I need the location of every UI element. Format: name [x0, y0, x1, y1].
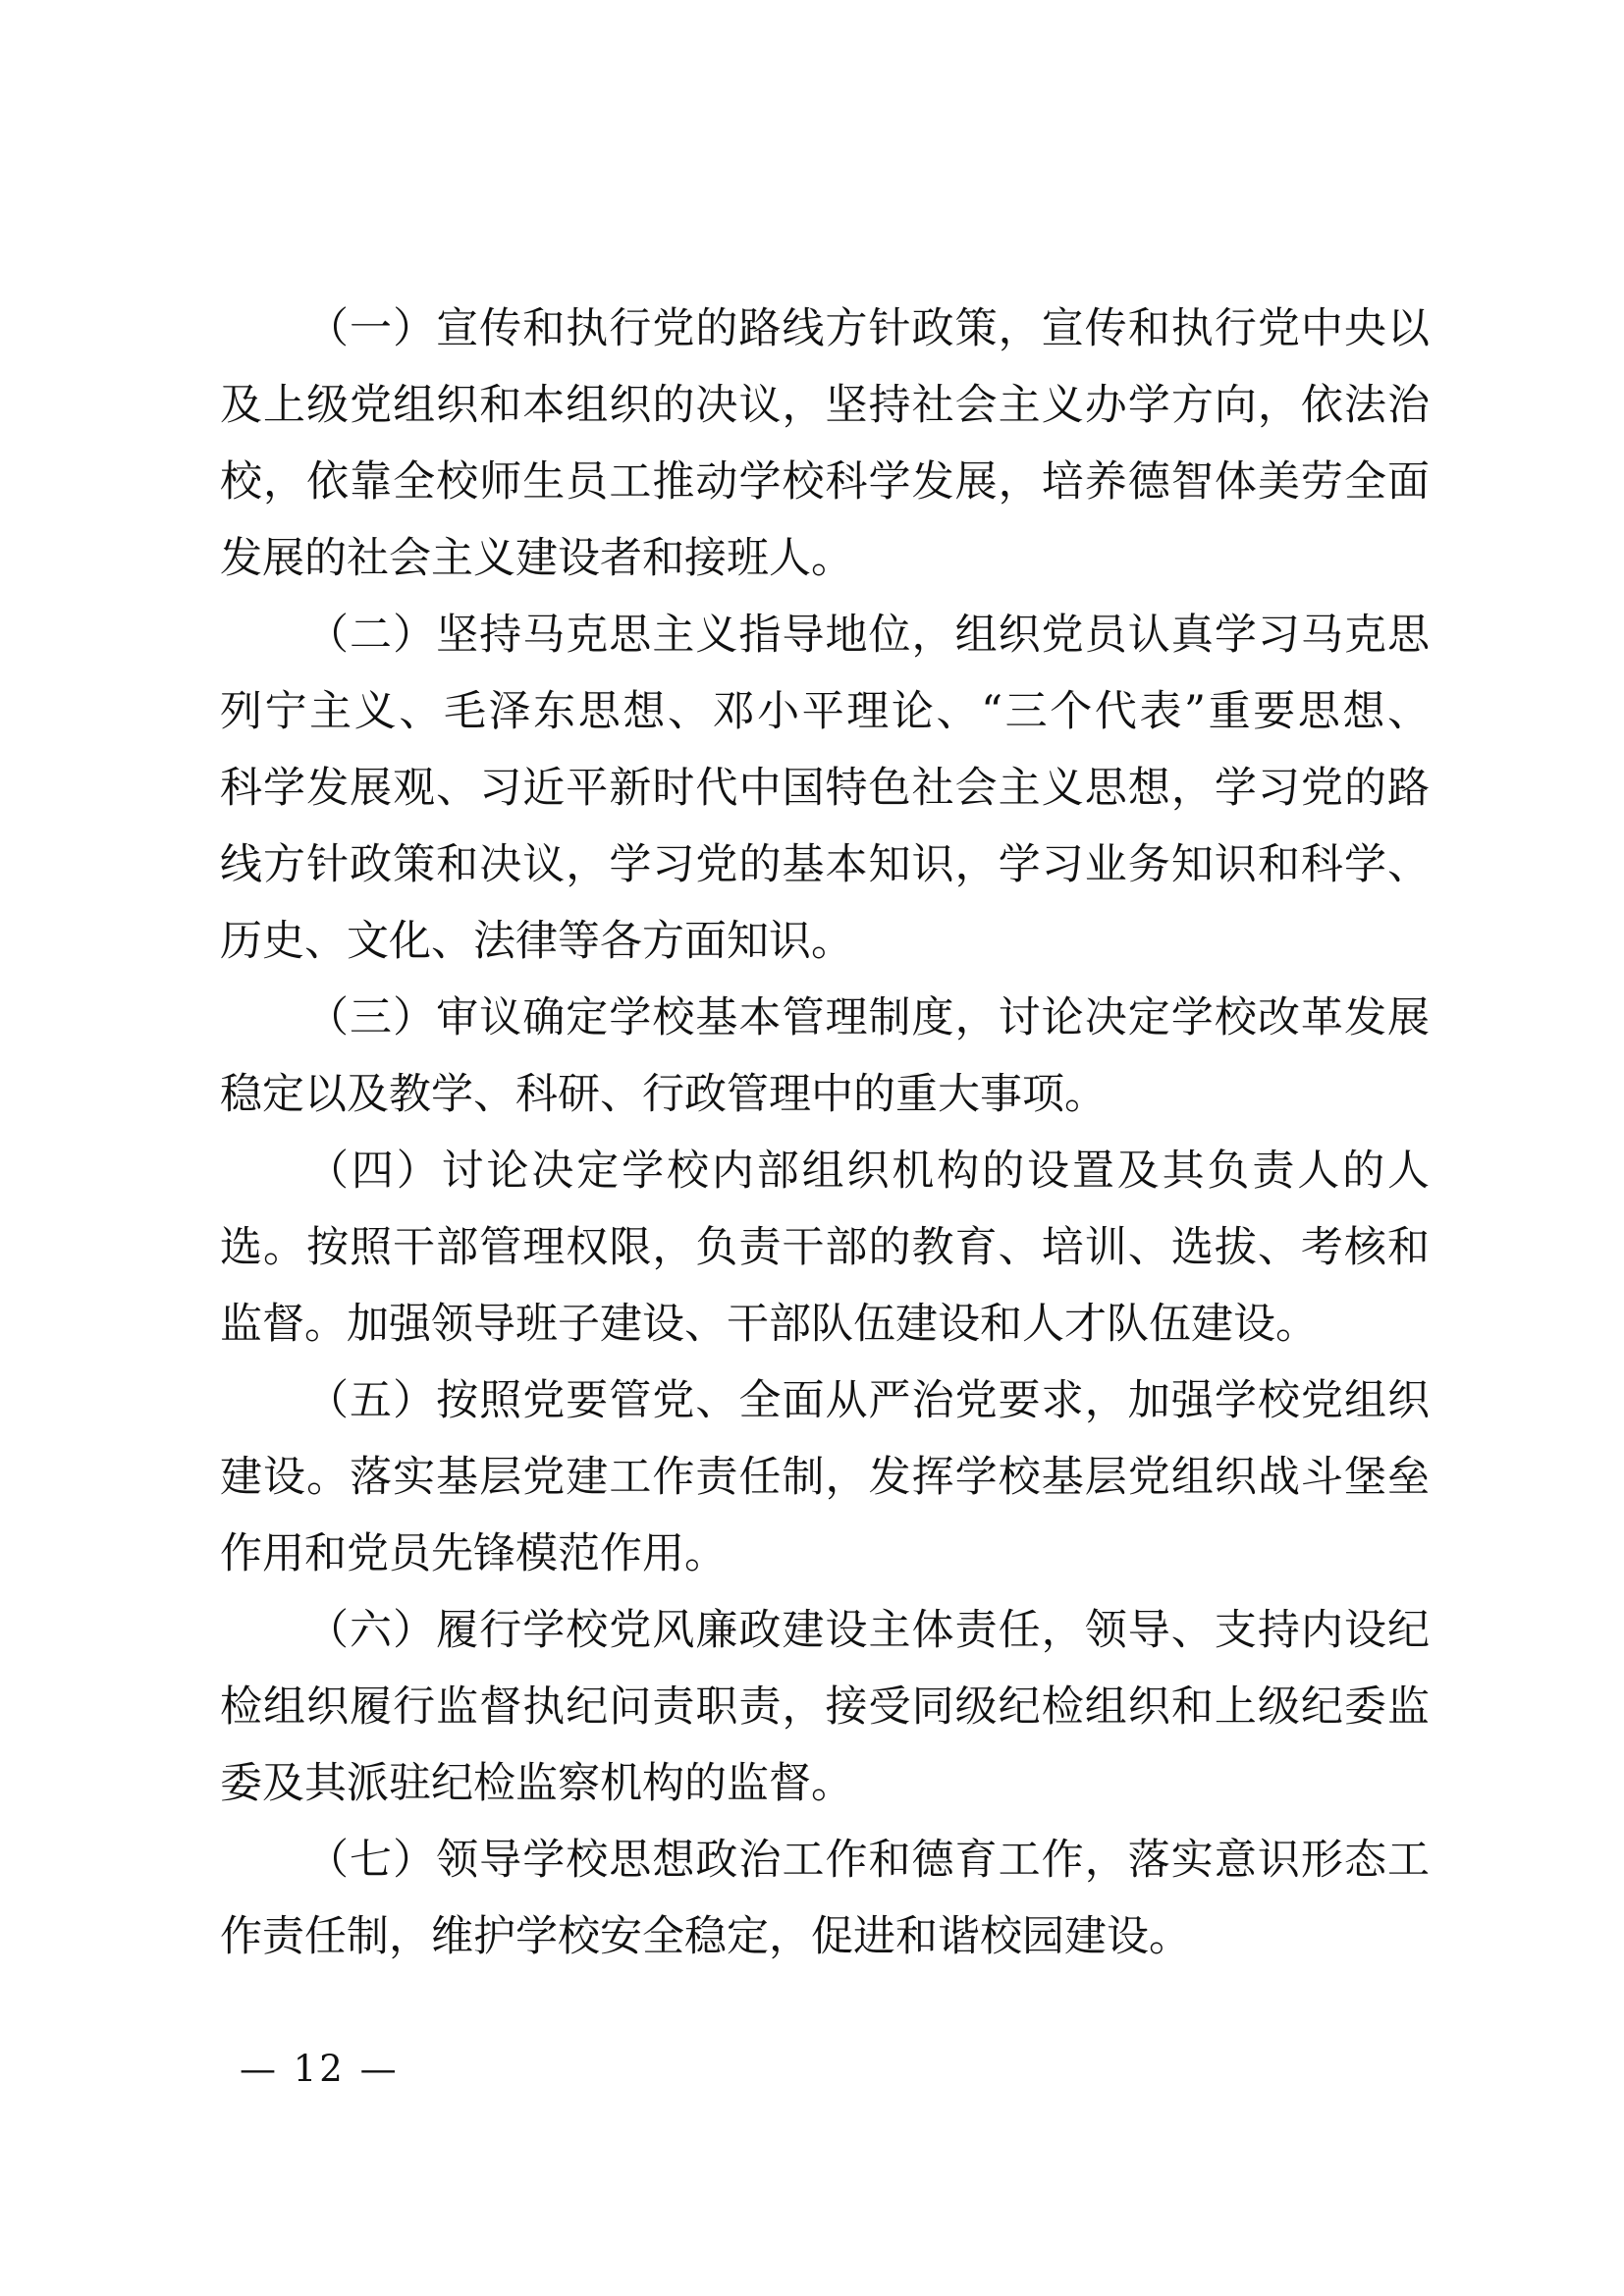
text-line: 科学发展观、习近平新时代中国特色社会主义思想，学习党的路: [220, 764, 1430, 813]
paragraph: [220, 597, 1430, 980]
text-line: 校，依靠全校师生员工推动学校科学发展，培养德智体美劳全面: [220, 457, 1430, 507]
paragraph: [220, 1592, 1430, 1822]
text-line: （六）履行学校党风廉政建设主体责任，领导、支持内设纪: [306, 1606, 1430, 1655]
text-line: 委及其派驻纪检监察机构的监督。: [220, 1759, 853, 1808]
document-body: [220, 291, 1430, 1975]
paragraph: [220, 1822, 1430, 1975]
paragraph: [220, 1133, 1430, 1362]
page-number: — 12 —: [240, 2048, 400, 2090]
text-line: 发展的社会主义建设者和接班人。: [220, 534, 853, 583]
text-line: （七）领导学校思想政治工作和德育工作，落实意识形态工: [306, 1836, 1430, 1885]
text-line: 选。按照干部管理权限，负责干部的教育、培训、选拔、考核和: [220, 1223, 1430, 1272]
text-line: 监督。加强领导班子建设、干部队伍建设和人才队伍建设。: [220, 1300, 1318, 1349]
text-line: 及上级党组织和本组织的决议，坚持社会主义办学方向，依法治: [220, 381, 1430, 430]
text-line: 建设。落实基层党建工作责任制，发挥学校基层党组织战斗堡垒: [220, 1453, 1430, 1502]
text-line: （三）审议确定学校基本管理制度，讨论决定学校改革发展: [306, 993, 1430, 1042]
text-line: （一）宣传和执行党的路线方针政策，宣传和执行党中央以: [306, 304, 1430, 353]
text-line: 线方针政策和决议，学习党的基本知识，学习业务知识和科学、: [220, 840, 1430, 889]
paragraph: [220, 291, 1430, 597]
text-line: 稳定以及教学、科研、行政管理中的重大事项。: [220, 1070, 1107, 1119]
text-line: 列宁主义、毛泽东思想、邓小平理论、“三个代表”重要思想、: [220, 687, 1430, 736]
paragraph: [220, 1362, 1430, 1592]
text-line: 历史、文化、法律等各方面知识。: [220, 917, 853, 966]
text-line: 作用和党员先锋模范作用。: [220, 1529, 727, 1578]
text-line: （五）按照党要管党、全面从严治党要求，加强学校党组织: [306, 1376, 1430, 1425]
text-line: （二）坚持马克思主义指导地位，组织党员认真学习马克思: [306, 611, 1430, 660]
text-line: 作责任制，维护学校安全稳定，促进和谐校园建设。: [220, 1912, 1191, 1961]
text-line: （四）讨论决定学校内部组织机构的设置及其负责人的人: [306, 1147, 1430, 1196]
text-line: 检组织履行监督执纪问责职责，接受同级纪检组织和上级纪委监: [220, 1682, 1430, 1732]
paragraph: [220, 980, 1430, 1133]
